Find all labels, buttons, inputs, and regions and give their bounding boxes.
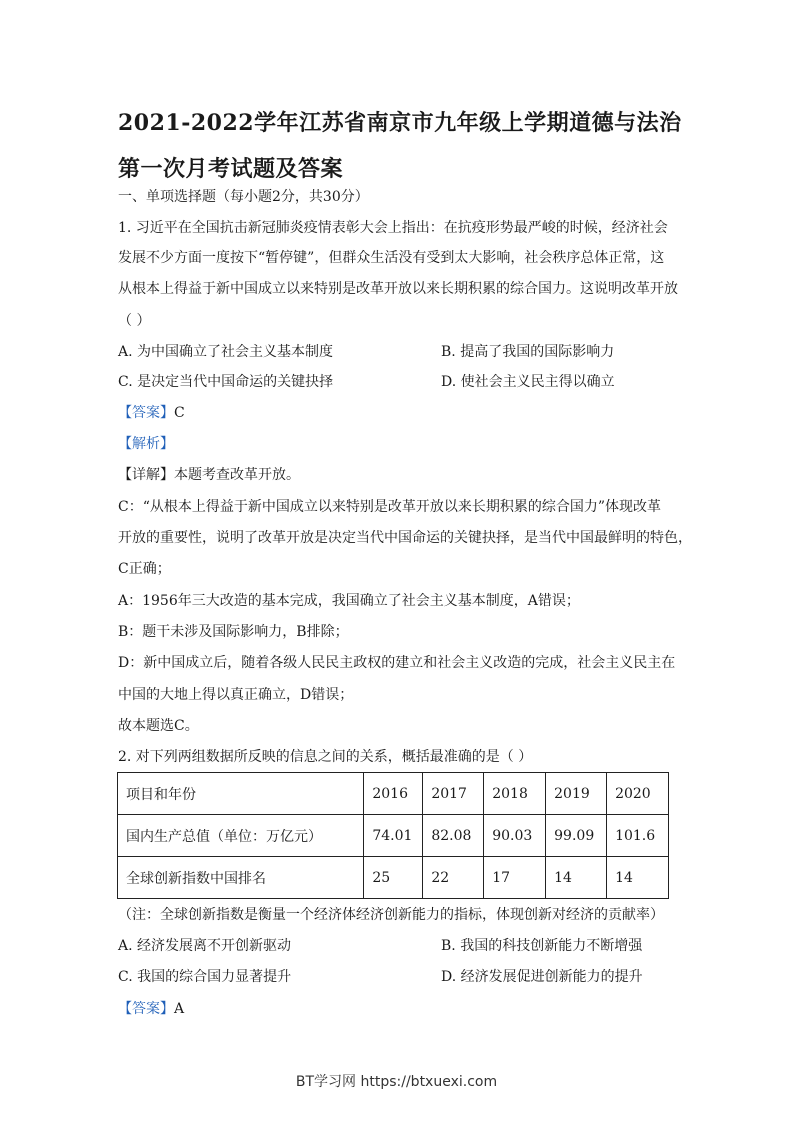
q1-stem-line-2: 发展不少方面一度按下“暂停键”，但群众生活没有受到太大影响，社会秩序总体正常，这: [118, 250, 665, 266]
analysis-tag: 【解析】: [118, 436, 174, 452]
answer-tag: 【答案】: [118, 1001, 174, 1017]
q2-note: （注：全球创新指数是衡量一个经济体经济创新能力的指标，体现创新对经济的贡献率）: [118, 907, 664, 923]
q2-stem: 2. 对下列两组数据所反映的信息之间的关系，概括最准确的是（ ）: [118, 749, 533, 765]
q1-option-b: B. 提高了我国的国际影响力: [441, 344, 615, 360]
q2-option-c: C. 我国的综合国力显著提升: [118, 969, 292, 985]
q1-stem-line-3: 从根本上得益于新中国成立以来特别是改革开放以来长期积累的综合国力。这说明改革开放: [118, 281, 678, 297]
table-cell: 74.01: [364, 815, 423, 857]
q1-stem-line-4: （ ）: [118, 313, 151, 329]
answer-value: C: [174, 405, 185, 421]
table-cell: 90.03: [484, 815, 546, 857]
q1-explain-line-6: D：新中国成立后，随着各级人民民主政权的建立和社会主义改造的完成，社会主义民主在: [118, 655, 676, 671]
table-cell: 2018: [484, 773, 546, 815]
table-cell: 全球创新指数中国排名: [118, 857, 364, 899]
table-cell: 14: [607, 857, 669, 899]
table-header-row: [118, 773, 669, 815]
table-cell: 2020: [607, 773, 669, 815]
section-heading: 一、单项选择题（每小题2分，共30分）: [118, 189, 369, 205]
table-cell: 国内生产总值（单位：万亿元）: [118, 815, 364, 857]
table-cell: 项目和年份: [118, 773, 364, 815]
table-row: [118, 815, 669, 857]
q1-option-a: A. 为中国确立了社会主义基本制度: [118, 344, 334, 360]
q2-option-a: A. 经济发展离不开创新驱动: [118, 938, 292, 954]
table-cell: 17: [484, 857, 546, 899]
detail-text: 本题考查改革开放。: [174, 467, 300, 483]
table-cell: 99.09: [546, 815, 607, 857]
answer-tag: 【答案】: [118, 405, 174, 421]
q1-answer-line: [118, 403, 185, 423]
table-cell: 2016: [364, 773, 423, 815]
table-cell: 2019: [546, 773, 607, 815]
q1-analysis-line: [118, 434, 174, 454]
table-cell: 82.08: [423, 815, 484, 857]
answer-value: A: [174, 1001, 185, 1017]
q2-option-d: D. 经济发展促进创新能力的提升: [441, 969, 643, 985]
q1-explain-line-7: 中国的大地上得以真正确立，D错误；: [118, 687, 354, 703]
table-cell: 101.6: [607, 815, 669, 857]
q1-explain-line-5: B：题干未涉及国际影响力，B排除；: [118, 624, 349, 640]
q1-explain-line-4: A：1956年三大改造的基本完成，我国确立了社会主义基本制度，A错误；: [118, 593, 580, 609]
table-cell: 14: [546, 857, 607, 899]
q1-option-d: D. 使社会主义民主得以确立: [441, 374, 615, 390]
q1-explain-line-8: 故本题选C。: [118, 718, 199, 734]
table-row: [118, 857, 669, 899]
document-title: 2021-2022学年江苏省南京市九年级上学期道德与法治第一次月考试题及答案: [118, 110, 682, 182]
q1-explain-line-2: 开放的重要性，说明了改革开放是决定当代中国命运的关键抉择，是当代中国最鲜明的特色，: [118, 530, 692, 546]
site-footer: BT学习网 https://btxuexi.com: [295, 1074, 498, 1090]
q2-answer-line: [118, 999, 184, 1019]
table-cell: 2017: [423, 773, 484, 815]
table-cell: 25: [364, 857, 423, 899]
table-cell: 22: [423, 857, 484, 899]
q1-option-c: C. 是决定当代中国命运的关键抉择: [118, 374, 334, 390]
q2-option-b: B. 我国的科技创新能力不断增强: [441, 938, 643, 954]
detail-tag: 【详解】: [118, 467, 174, 483]
q1-detail-line: [118, 465, 300, 485]
q1-explain-line-1: C：“从根本上得益于新中国成立以来特别是改革开放以来长期积累的综合国力”体现改革: [118, 499, 662, 515]
data-table: [117, 772, 669, 899]
q1-explain-line-3: C正确；: [118, 561, 171, 577]
q1-stem-line-1: 1. 习近平在全国抗击新冠肺炎疫情表彰大会上指出：在抗疫形势最严峻的时候，经济社会: [118, 220, 668, 236]
